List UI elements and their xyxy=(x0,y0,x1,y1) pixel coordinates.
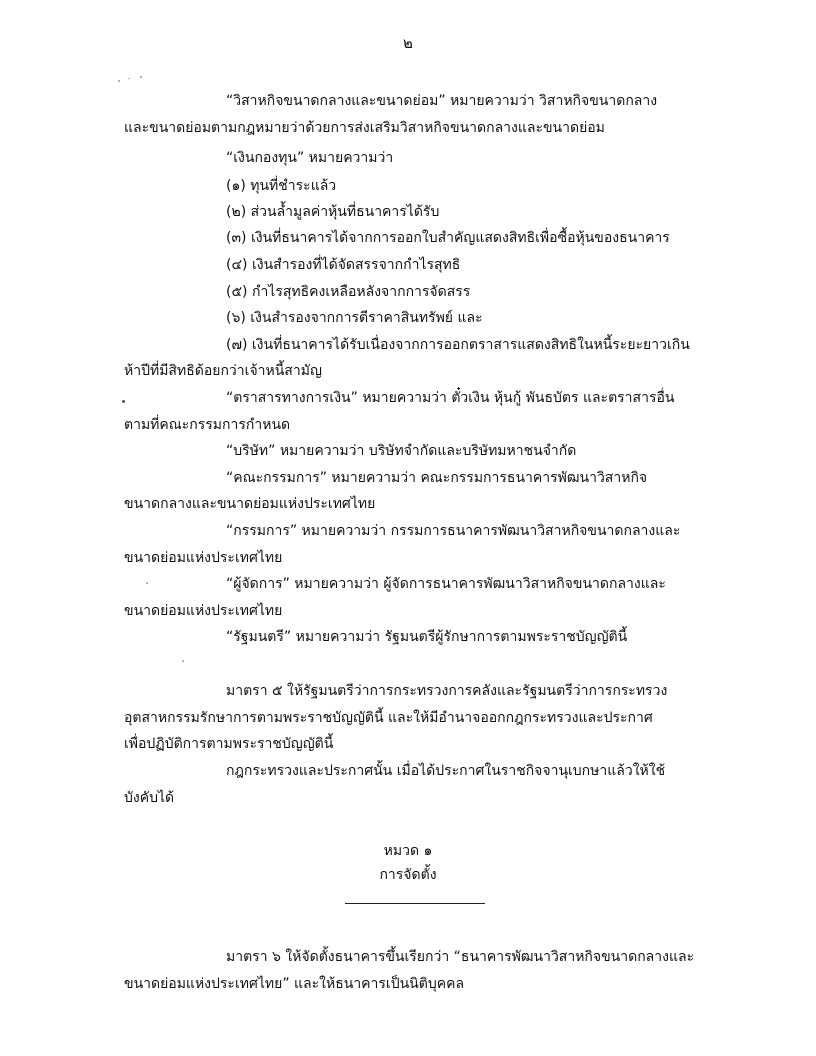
chapter-heading: หมวด ๑ xyxy=(383,843,433,859)
capital-item-1: (๑) ทุนที่ชำระแล้ว xyxy=(226,178,337,194)
definition-board: “คณะกรรมการ” หมายความว่า คณะกรรมการธนาคารพัฒนาวิสาหกิจ xyxy=(226,470,648,486)
capital-item-6: (๖) เงินสำรองจากการตีราคาสินทรัพย์ และ xyxy=(226,310,483,326)
scan-speck xyxy=(182,660,184,662)
page-number: ๒ xyxy=(403,34,413,52)
chapter-divider xyxy=(345,903,485,904)
section-5-para-2-cont: บังคับได้ xyxy=(124,790,175,806)
section-6: มาตรา ๖ ให้จัดตั้งธนาคารขึ้นเรียกว่า “ธนาคารพัฒนาวิสาหกิจขนาดกลางและ xyxy=(226,949,695,965)
definition-board-cont: ขนาดกลางและขนาดย่อมแห่งประเทศไทย xyxy=(124,496,376,512)
capital-item-5: (๕) กำไรสุทธิคงเหลือหลังจากการจัดสรร xyxy=(226,284,471,300)
capital-item-4: (๔) เงินสำรองที่ได้จัดสรรจากกำไรสุทธิ xyxy=(226,257,461,273)
definition-manager-cont: ขนาดย่อมแห่งประเทศไทย xyxy=(124,603,283,619)
definition-company: “บริษัท” หมายความว่า บริษัทจำกัดและบริษัทมหาชนจำกัด xyxy=(226,443,577,459)
definition-director: “กรรมการ” หมายความว่า กรรมการธนาคารพัฒนาวิสาหกิจขนาดกลางและ xyxy=(226,523,681,539)
section-5-para-1-end: เพื่อปฏิบัติการตามพระราชบัญญัตินี้ xyxy=(124,736,334,752)
chapter-title: การจัดตั้ง xyxy=(379,867,437,883)
capital-item-7-cont: ห้าปีที่มีสิทธิด้อยกว่าเจ้าหนี้สามัญ xyxy=(124,363,322,379)
section-5-para-1-cont: อุตสาหกรรมรักษาการตามพระราชบัญญัตินี้ และให้มีอำนาจออกกฎกระทรวงและประกาศ xyxy=(124,710,653,726)
definition-sme-cont: และขนาดย่อมตามกฎหมายว่าด้วยการส่งเสริมวิสาหกิจขนาดกลางและขนาดย่อม xyxy=(124,120,605,136)
scan-speck xyxy=(140,76,142,78)
definition-director-cont: ขนาดย่อมแห่งประเทศไทย xyxy=(124,550,283,566)
definition-financial-instrument-cont: ตามที่คณะกรรมการกำหนด xyxy=(124,417,291,433)
scan-speck xyxy=(122,400,125,403)
scan-speck xyxy=(128,78,130,79)
section-6-cont: ขนาดย่อมแห่งประเทศไทย” และให้ธนาคารเป็นนิติบุคคล xyxy=(124,976,465,992)
scan-speck xyxy=(146,582,148,584)
capital-item-2: (๒) ส่วนล้ำมูลค่าหุ้นที่ธนาคารได้รับ xyxy=(226,204,440,220)
scan-speck xyxy=(118,80,120,82)
definition-sme: “วิสาหกิจขนาดกลางและขนาดย่อม” หมายความว่า วิสาหกิจขนาดกลาง xyxy=(226,93,658,109)
definition-manager: “ผู้จัดการ” หมายความว่า ผู้จัดการธนาคารพัฒนาวิสาหกิจขนาดกลางและ xyxy=(226,576,666,592)
definition-capital: “เงินกองทุน” หมายความว่า xyxy=(226,150,394,166)
definition-minister: “รัฐมนตรี” หมายความว่า รัฐมนตรีผู้รักษาการตามพระราชบัญญัตินี้ xyxy=(226,629,628,645)
capital-item-7: (๗) เงินที่ธนาคารได้รับเนื่องจากการออกตราสารแสดงสิทธิในหนี้ระยะยาวเกิน xyxy=(226,337,690,353)
section-5-para-1: มาตรา ๕ ให้รัฐมนตรีว่าการกระทรวงการคลังและรัฐมนตรีว่าการกระทรวง xyxy=(226,683,668,699)
section-5-para-2: กฎกระทรวงและประกาศนั้น เมื่อได้ประกาศในราชกิจจานุเบกษาแล้วให้ใช้ xyxy=(226,763,666,779)
definition-financial-instrument: “ตราสารทางการเงิน” หมายความว่า ตั๋วเงิน หุ้นกู้ พันธบัตร และตราสารอื่น xyxy=(226,390,675,406)
capital-item-3: (๓) เงินที่ธนาคารได้จากการออกใบสำคัญแสดงสิทธิเพื่อซื้อหุ้นของธนาคาร xyxy=(226,230,670,246)
